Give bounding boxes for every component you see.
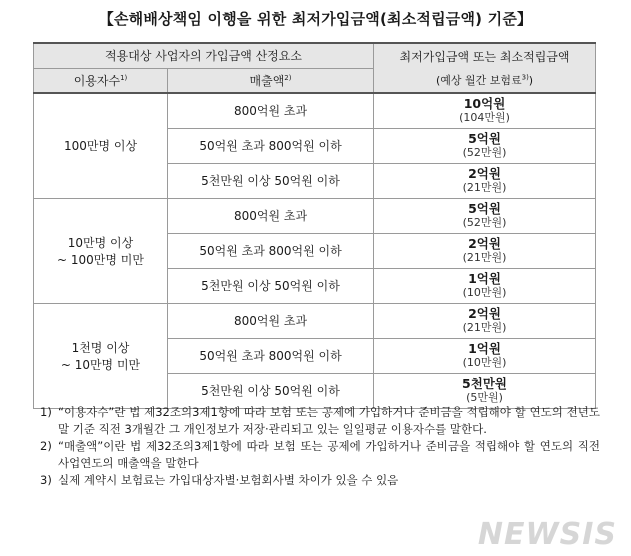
users-group-cell <box>34 93 168 198</box>
amount-cell <box>374 268 596 303</box>
footnote-text: “매출액”이란 법 제32조의3제1항에 따라 보험 또는 공제에 가입하거나 준비금을 적립해야 할 연도의 직전 사업연도의 매출액을 말한다 <box>58 439 600 470</box>
sales-header-label: 매출액 <box>249 73 285 88</box>
premium-value: (21만원) <box>462 321 507 334</box>
users-group-cell <box>34 198 168 303</box>
premium-header-close: ) <box>528 74 534 87</box>
document-title: 【손해배상책임 이행을 위한 최저가입금액(최소적립금액) 기준】 <box>98 10 533 28</box>
amount-cell <box>374 303 596 338</box>
table-row <box>34 303 596 338</box>
amount-cell <box>374 373 596 408</box>
amount-value: 1억원 <box>468 271 501 286</box>
amount-cell <box>374 93 596 128</box>
premium-header <box>374 68 596 93</box>
premium-header-label: (예상 월간 보험료 <box>435 74 522 87</box>
amount-value: 5천만원 <box>462 376 507 391</box>
footnote-text: “이용자수”란 법 제32조의3제1항에 따라 보험 또는 공제에 가입하거나 준비금을 적립해야 할 연도의 전년도 말 기준 직전 3개월간 그 개인정보가 저장·관리되고 있는 일일평균 이용자수를 말한다. <box>58 405 600 436</box>
footnote-number: 1) <box>40 405 52 419</box>
users-header <box>34 68 168 93</box>
premium-value: (5만원) <box>466 391 503 404</box>
footnote-text: 실제 계약시 보험료는 가입대상자별·보험회사별 차이가 있을 수 있음 <box>58 473 399 487</box>
users-range-line2: ~ 100만명 미만 <box>57 252 144 267</box>
footnote-item <box>40 438 600 472</box>
premium-value: (21만원) <box>462 181 507 194</box>
users-range-line1: 100만명 이상 <box>63 139 138 154</box>
users-group-cell <box>34 303 168 408</box>
insurance-minimum-table <box>33 42 596 409</box>
header-row-2 <box>34 68 596 93</box>
footnote-number: 2) <box>40 439 52 453</box>
sales-cell: 5천만원 이상 50억원 이하 <box>168 268 374 303</box>
footnotes <box>40 404 600 489</box>
premium-value: (21만원) <box>462 251 507 264</box>
sales-header <box>168 68 374 93</box>
footnote-item <box>40 472 600 489</box>
footnote-number: 3) <box>40 473 52 487</box>
premium-value: (10만원) <box>462 286 507 299</box>
amount-cell <box>374 198 596 233</box>
amount-cell <box>374 128 596 163</box>
sales-cell: 50억원 초과 800억원 이하 <box>168 338 374 373</box>
table-row <box>34 93 596 128</box>
premium-value: (52만원) <box>462 216 507 229</box>
amount-cell <box>374 163 596 198</box>
minimum-amount-header: 최저가입금액 또는 최소적립금액 <box>374 43 596 68</box>
premium-value: (104만원) <box>459 111 510 125</box>
amount-value: 1억원 <box>468 341 501 356</box>
amount-cell <box>374 233 596 268</box>
sales-cell: 800억원 초과 <box>168 93 374 128</box>
sales-cell: 5천만원 이상 50억원 이하 <box>168 163 374 198</box>
users-header-footnote: 1) <box>120 73 128 82</box>
sales-cell: 5천만원 이상 50억원 이하 <box>168 373 374 408</box>
sales-cell: 50억원 초과 800억원 이하 <box>168 233 374 268</box>
amount-value: 2억원 <box>468 166 501 181</box>
users-range-line1: 1천명 이상 <box>71 340 130 355</box>
users-range-line2: ~ 10만명 미만 <box>60 357 141 372</box>
criteria-header: 적용대상 사업자의 가입금액 산정요소 <box>34 43 374 68</box>
header-row-1 <box>34 43 596 68</box>
premium-value: (52만원) <box>462 146 507 159</box>
users-range-line1: 10만명 이상 <box>67 235 134 250</box>
table-row <box>34 198 596 233</box>
amount-value: 5억원 <box>468 131 501 146</box>
amount-cell <box>374 338 596 373</box>
users-header-label: 이용자수 <box>73 73 121 88</box>
sales-cell: 50억원 초과 800억원 이하 <box>168 128 374 163</box>
amount-value: 2억원 <box>468 236 501 251</box>
amount-value: 2억원 <box>468 306 501 321</box>
amount-value: 10억원 <box>463 96 506 112</box>
newsis-watermark: NEWSIS <box>477 517 617 552</box>
footnote-item <box>40 404 600 438</box>
sales-header-footnote: 2) <box>284 73 292 82</box>
amount-value: 5억원 <box>468 201 501 216</box>
sales-cell: 800억원 초과 <box>168 198 374 233</box>
premium-value: (10만원) <box>462 356 507 369</box>
premium-header-footnote: 3) <box>521 73 529 82</box>
sales-cell: 800억원 초과 <box>168 303 374 338</box>
